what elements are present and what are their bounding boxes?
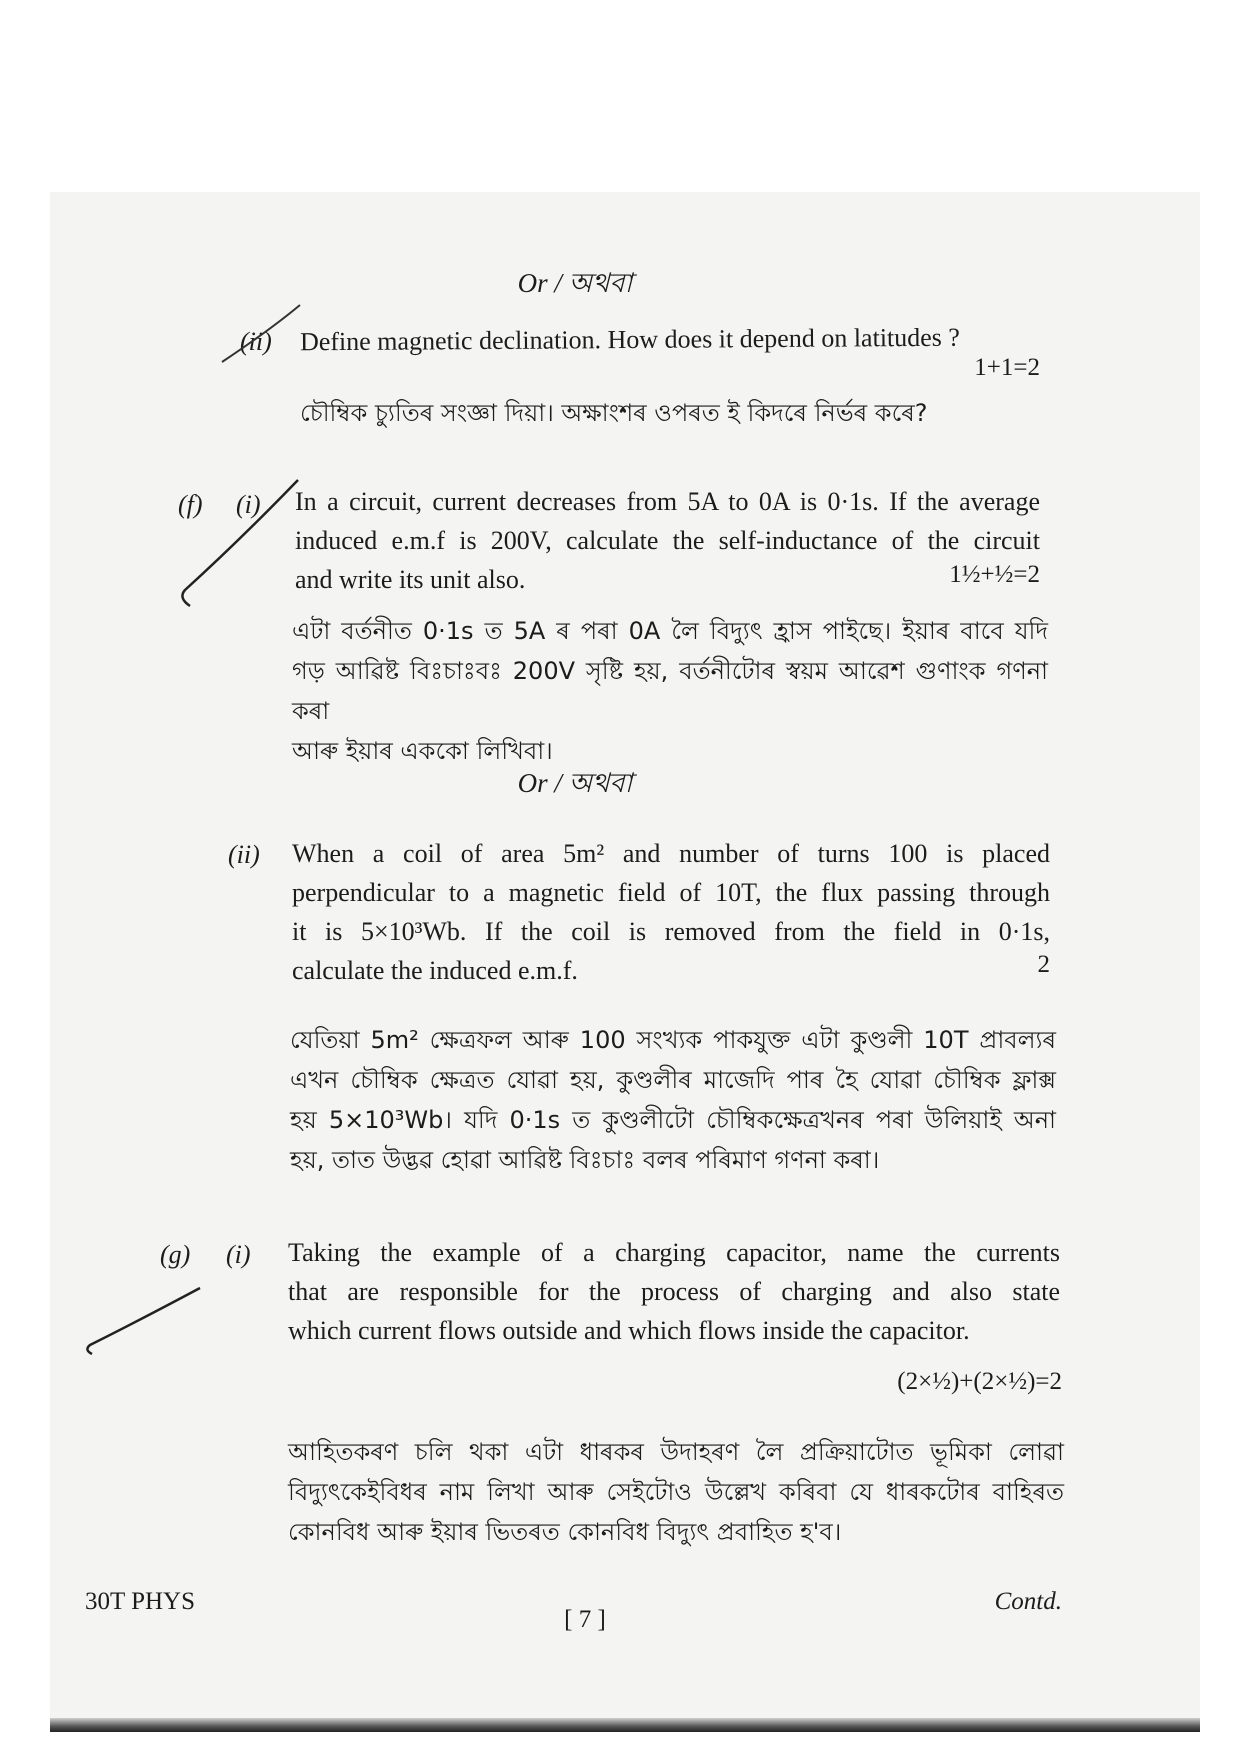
sub-question-label: (ii) xyxy=(228,840,260,869)
text-line: যেতিয়া 5m² ক্ষেত্ৰফল আৰু 100 সংখ্যক পাকযুক্ত এটা কুণ্ডলী 10T প্ৰাবল্যৰ xyxy=(290,1026,1056,1054)
text-line: এটা বৰ্তনীত 0·1s ত 5A ৰ পৰা 0A লৈ বিদ্যুৎ হ্ৰাস পাইছে। ইয়াৰ বাবে যদি xyxy=(292,617,1048,645)
pen-stroke xyxy=(222,305,300,362)
paper-code: 30T PHYS xyxy=(85,1588,195,1615)
text-line: perpendicular to a magnetic field of 10T, the flux passing through xyxy=(292,878,1050,907)
text-line: এখন চৌম্বিক ক্ষেত্ৰত যোৱা হয়, কুণ্ডলীৰ মাজেদি পাৰ হৈ যোৱা চৌম্বিক ফ্লাক্স xyxy=(290,1066,1056,1094)
text-line: In a circuit, current decreases from 5A to 0A is 0·1s. If the average xyxy=(295,487,1040,516)
text-line: it is 5×10³Wb. If the coil is removed from the field in 0·1s, xyxy=(292,917,1050,946)
scan-edge xyxy=(50,1718,1200,1732)
pen-stroke xyxy=(87,1288,200,1354)
marks: 1+1=2 xyxy=(974,354,1040,381)
text-line: and write its unit also. xyxy=(295,565,526,594)
text-line: Taking the example of a charging capacitor, name the currents xyxy=(288,1238,1060,1267)
text-line: that are responsible for the process of charging and also state xyxy=(288,1277,1060,1306)
text-line: induced e.m.f is 200V, calculate the self-inductance of the circuit xyxy=(295,526,1040,555)
text-line: হয় 5×10³Wb। যদি 0·1s ত কুণ্ডলীটো চৌম্বিকক্ষেত্ৰখনৰ পৰা উলিয়াই অনা xyxy=(290,1106,1056,1134)
marks: 1½+½=2 xyxy=(949,561,1040,588)
or-heading: Or / অথবা xyxy=(517,268,633,298)
text-line: When a coil of area 5m² and number of turns 100 is placed xyxy=(292,839,1050,868)
text-line: which current flows outside and which flows inside the capacitor. xyxy=(288,1316,970,1345)
text-line: কোনবিধ আৰু ইয়াৰ ভিতৰত কোনবিধ বিদ্যুৎ প্ৰবাহিত হ'ব। xyxy=(288,1518,842,1546)
text-line: calculate the induced e.m.f. xyxy=(292,956,578,985)
text-line: আৰু ইয়াৰ এককো লিখিবা। xyxy=(292,737,553,765)
marks: (2×½)+(2×½)=2 xyxy=(897,1368,1062,1395)
question-text-bengali: চৌম্বিক চ্যুতিৰ সংজ্ঞা দিয়া। অক্ষাংশৰ ওপৰত ই কিদৰে নিৰ্ভৰ কৰে? xyxy=(300,399,928,427)
or-heading: Or / অথবা xyxy=(517,768,633,798)
continued-label: Contd. xyxy=(994,1588,1062,1615)
question-text: Define magnetic declination. How does it depend on latitudes ? xyxy=(299,322,961,357)
page-number: [ 7 ] xyxy=(564,1606,606,1633)
sub-question-label: (i) xyxy=(236,490,261,519)
pen-stroke xyxy=(182,480,298,606)
text-line: বিদ্যুৎকেইবিধৰ নাম লিখা আৰু সেইটোও উল্লেখ কৰিবা যে ধাৰকটোৰ বাহিৰত xyxy=(288,1478,1064,1506)
text-line: গড় আৱিষ্ট বিঃচাঃবঃ 200V সৃষ্টি হয়, বৰ্তনীটোৰ স্বয়ম আৱেশ গুণাংক গণনা কৰা xyxy=(292,657,1048,725)
marks: 2 xyxy=(1037,951,1050,978)
text-line: হয়, তাত উদ্ভৱ হোৱা আৱিষ্ট বিঃচাঃ বলৰ পৰিমাণ গণনা কৰা। xyxy=(290,1146,880,1174)
question-label: (f) xyxy=(178,490,203,519)
question-label: (ii) xyxy=(240,327,272,356)
sub-question-label: (i) xyxy=(226,1240,251,1269)
text-line: আহিতকৰণ চলি থকা এটা ধাৰকৰ উদাহৰণ লৈ প্ৰক্ৰিয়াটোত ভূমিকা লোৱা xyxy=(288,1438,1064,1466)
question-label: (g) xyxy=(160,1240,191,1269)
